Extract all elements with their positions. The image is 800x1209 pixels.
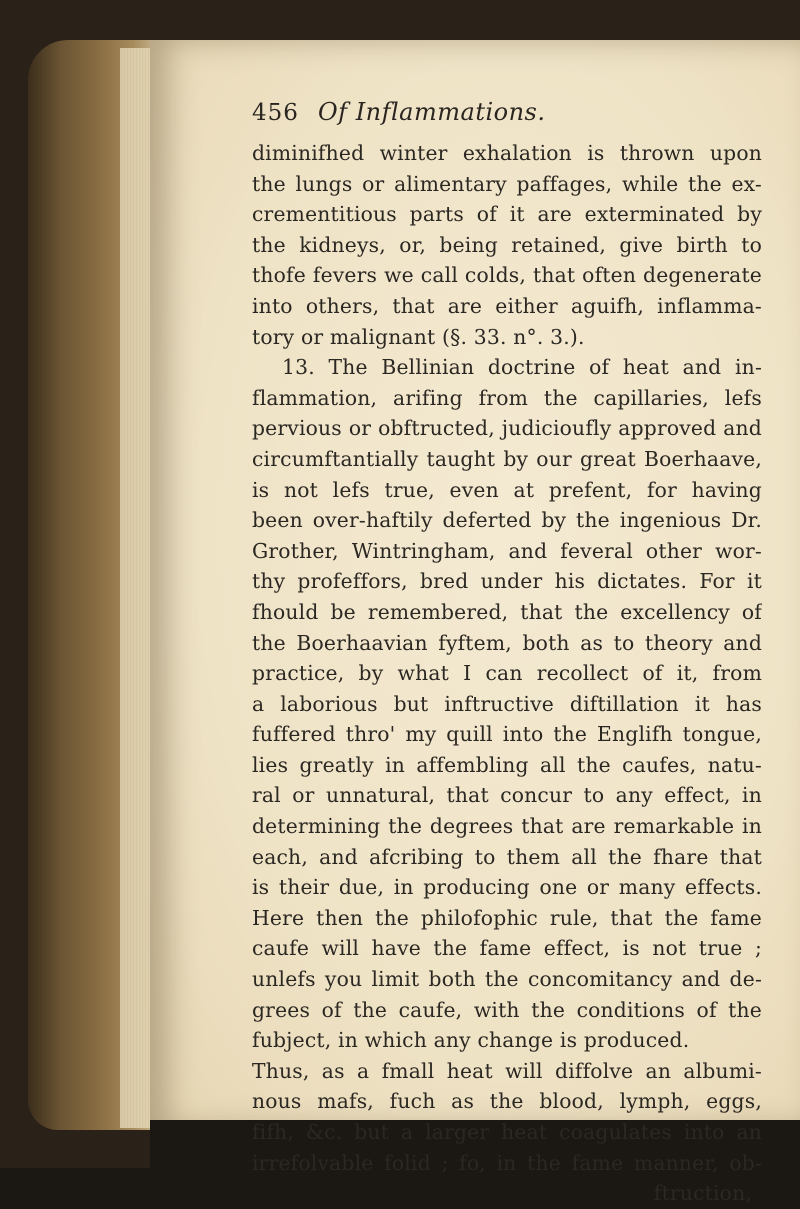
text-line: fubject, in which any change is produced. (252, 1028, 690, 1053)
running-head: Of Inflammations. (318, 98, 546, 126)
text-line: a laborious but inftructive diftillation it has (252, 691, 762, 716)
text-line: nous mafs, fuch as the blood, lymph, eggs, (252, 1089, 762, 1114)
page-header (252, 98, 772, 134)
text-line: is not lefs true, even at prefent, for having (252, 477, 762, 502)
text-line: ral or unnatural, that concur to any effect, in (252, 783, 762, 808)
text-line: is their due, in producing one or many effects. (252, 875, 762, 900)
text-line: flammation, arifing from the capillaries, lefs (252, 385, 762, 410)
text-line: practice, by what I can recollect of it, from (252, 661, 762, 686)
text-line: Here then the philofophic rule, that the fame (252, 905, 762, 930)
text-line: pervious or obftructed, judicioufly approved and (252, 416, 762, 441)
text-line: irrefolvable folid ; fo, in the fame manner, ob- (252, 1150, 762, 1175)
text-line: diminifhed winter exhalation is thrown upon (252, 141, 762, 165)
text-line: fhould be remembered, that the excellency of (252, 599, 762, 624)
page-number: 456 (252, 100, 299, 126)
text-line: fifh, &c. but a larger heat coagulates into an (252, 1120, 762, 1144)
text-line: unlefs you limit both the concomitancy and de- (252, 967, 762, 992)
text-line: caufe will have the fame effect, is not true ; (252, 936, 762, 961)
catchword: ftruction, (653, 1181, 752, 1206)
text-line: fuffered thro' my quill into the Englifh tongue, (252, 722, 762, 747)
text-line: each, and afcribing to them all the fhare that (252, 844, 762, 869)
text-line: Thus, as a fmall heat will diffolve an albumi- (252, 1058, 762, 1083)
text-line: the Boerhaavian fyftem, both as to theory and (252, 630, 762, 655)
text-line: crementitious parts of it are exterminated by (252, 202, 762, 227)
text-line: been over-haftily deferted by the ingenious Dr. (252, 508, 762, 533)
text-line: grees of the caufe, with the conditions of the (252, 997, 762, 1022)
text-line: lies greatly in affembling all the caufes, natu- (252, 752, 762, 777)
text-line: into others, that are either aguifh, inflamma- (252, 293, 762, 318)
text-line: the lungs or alimentary paffages, while the ex- (252, 171, 762, 196)
text-line: Grother, Wintringham, and feveral other wor- (252, 538, 762, 563)
text-line: determining the degrees that are remarkable in (252, 814, 762, 839)
text-line: thofe fevers we call colds, that often degenerate (252, 263, 762, 288)
text-line: 13. The Bellinian doctrine of heat and in- (282, 355, 762, 380)
body-text (252, 138, 762, 1209)
text-line: the kidneys, or, being retained, give birth to (252, 232, 762, 257)
text-line: tory or malignant (§. 33. n°. 3.). (252, 324, 585, 349)
text-line: thy profeffors, bred under his dictates. For it (252, 569, 762, 594)
text-line: circumftantially taught by our great Boerhaave, (252, 446, 762, 471)
